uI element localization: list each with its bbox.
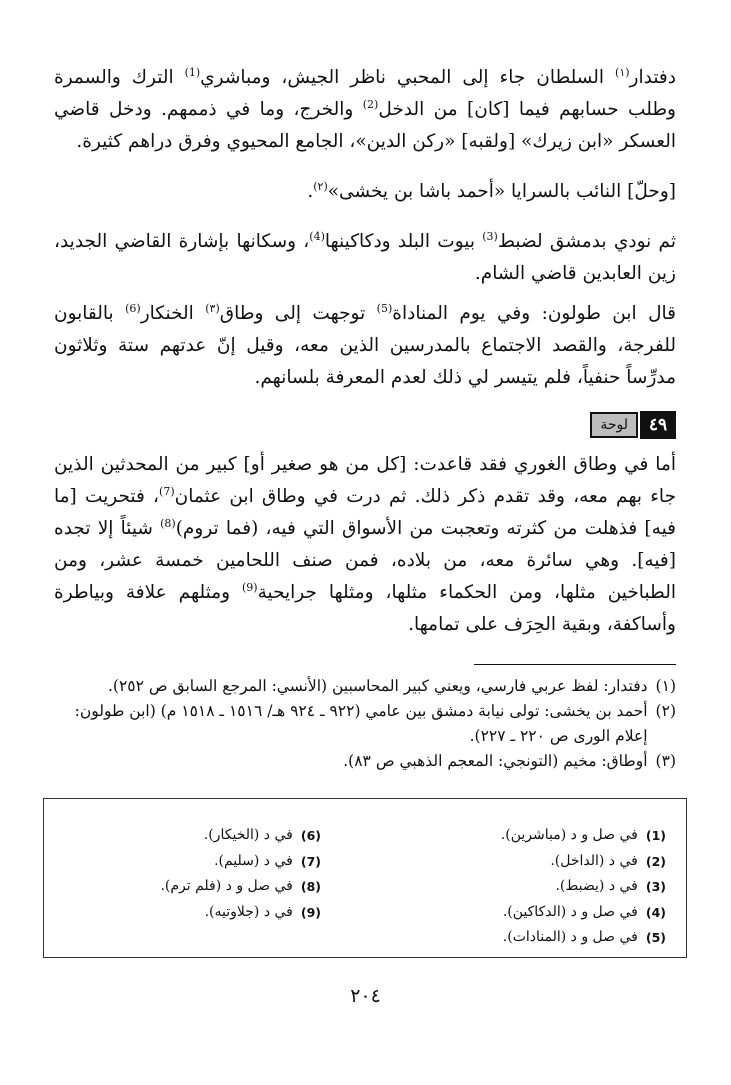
- plate-label: لوحة: [590, 412, 638, 438]
- text-run: .: [307, 181, 314, 202]
- text-run: السلطان جاء إلى المحبي ناظر الجيش، ومباشري: [200, 67, 616, 88]
- text-run: الترك والسمرة وطلب حسابهم فيما [كان] من الدخل: [54, 67, 676, 120]
- variant-text: في صل و د (مباشرين).: [500, 827, 638, 843]
- text-run: دفتدار: [629, 67, 676, 88]
- note-marker: (8): [160, 516, 176, 530]
- footnote-text: أوطاق: مخيم (التونجي: المعجم الذهبي ص ٨٣).: [343, 752, 648, 770]
- note-marker: (٣): [205, 301, 220, 315]
- variant-item: [51, 900, 321, 926]
- footnote: [54, 699, 676, 749]
- variant-text: في د (يضبط).: [555, 878, 638, 894]
- variant-item: [366, 925, 666, 951]
- footnote-number: (١): [655, 677, 676, 695]
- note-marker: (1): [184, 65, 201, 79]
- text-run: أما في وطاق الغوري فقد قاعدت: [كل من هو صغير أو] كبير من المحدثين الذين جاء بهم معه، وقد تقدم ذكر ذلك. ثم درت في وطاق ابن عثمان: [54, 454, 677, 507]
- variant-number: (5): [645, 930, 666, 945]
- variant-item: [51, 849, 321, 875]
- text-run: بيوت البلد ودكاكينها: [324, 231, 483, 252]
- variant-item: [51, 874, 321, 900]
- variant-number: (6): [300, 828, 321, 843]
- variant-text: في صل و د (المنادات).: [502, 929, 638, 945]
- footnote-number: (٣): [655, 752, 676, 770]
- variant-text: في صل و د (الدكاكين).: [502, 903, 638, 920]
- manuscript-variants-box: [43, 798, 687, 958]
- paragraph-ghawri-camp: [54, 449, 676, 641]
- footnote-text: أحمد بن يخشى: تولى نيابة دمشق بين عامي (٩٢٢ ـ ٩٢٤ هـ/ ١٥١٦ ـ ١٥١٨ م) (ابن طولون: إعلام الورى ص ٢٢٠ ـ ٢٢٧).: [74, 702, 648, 745]
- paragraph-ibn-tulun: [54, 298, 676, 394]
- variant-number: (1): [645, 828, 666, 843]
- paragraph-damascus-census: [54, 226, 676, 290]
- footnote-number: (٢): [655, 702, 676, 720]
- variant-number: (4): [645, 904, 666, 920]
- variant-text: في د (جلاوتيه).: [204, 903, 293, 920]
- note-marker: (6): [125, 301, 141, 315]
- variant-item: [366, 874, 666, 900]
- variant-item: [51, 823, 321, 849]
- note-marker: (5): [376, 301, 393, 315]
- variant-text: في د (الخيكار).: [203, 827, 293, 843]
- page-number: ٢٠٤: [350, 985, 381, 1007]
- text-run: شيئاً إلا تجده [فيه]. وهي سائرة معه، من بلاده، فمن صنف اللحامين خمسة عشر، ومن الطباخين مثلها، ومن الحكماء مثلها، ومثلها جرايحية: [54, 518, 676, 603]
- paragraph-daftardar: [54, 62, 676, 158]
- footnote: [54, 674, 676, 699]
- plate-number: ٤٩: [640, 411, 676, 439]
- text-run: ثم نودي بدمشق لضبط: [497, 231, 676, 252]
- note-marker: (٢): [313, 179, 328, 193]
- note-marker: (3): [482, 229, 498, 243]
- text-run: بالقابون للفرجة، والقصد الاجتماع بالمدرسين الذين معه، وقيل إنّ عدتهم ستة وثلاثون مدرِّساً حنفياً، فلم يتيسر لي ذلك لعدم المعرفة بلسانهم.: [54, 303, 676, 388]
- note-marker: (4): [309, 229, 325, 243]
- footnote-separator: [474, 664, 676, 665]
- note-marker: (١): [615, 65, 630, 79]
- paragraph-naib: [54, 176, 676, 208]
- note-marker: (9): [241, 580, 258, 594]
- variant-text: في صل و د (فلم ترم).: [160, 878, 293, 894]
- variants-column-left: [51, 823, 321, 925]
- variant-number: (3): [645, 879, 666, 894]
- variant-number: (9): [300, 904, 321, 920]
- footnote: [54, 749, 676, 774]
- variants-column-right: [366, 823, 666, 951]
- variant-item: [366, 823, 666, 849]
- variant-item: [366, 849, 666, 875]
- footnote-text: دفتدار: لفظ عربي فارسي، ويعني كبير المحاسبين (الأنسي: المرجع السابق ص ٢٥٢).: [107, 677, 648, 695]
- text-run: توجهت إلى وطاق: [219, 303, 377, 324]
- variant-number: (7): [300, 853, 321, 869]
- variant-text: في د (سليم).: [214, 852, 293, 869]
- plate-marker: [590, 411, 676, 439]
- footnotes: [54, 674, 676, 774]
- text-run: ، فتحريت [ما فيه] فذهلت من كثرته وتعجبت من الأسواق التي فيه، (فما تروم): [54, 486, 676, 539]
- text-run: ومثلهم علافة وبياطرة وأساكفة، وبقية الحِرَف على تمامها.: [54, 582, 676, 635]
- text-run: [وحلّ] النائب بالسرايا «أحمد باشا بن يخشى»: [327, 181, 676, 202]
- variant-item: [366, 900, 666, 926]
- variant-text: في د (الداخل).: [550, 852, 638, 869]
- text-run: والخرج، وما في ذممهم. ودخل قاضي العسكر «ابن زيرك» [ولقبه] «ركن الدين»، الجامع المحيوي وفرق دراهم كثيرة.: [54, 99, 676, 152]
- variant-number: (8): [300, 879, 321, 894]
- note-marker: (2): [362, 97, 379, 111]
- text-run: قال ابن طولون: وفي يوم المناداة: [392, 303, 677, 324]
- variant-number: (2): [645, 853, 666, 869]
- note-marker: (7): [159, 484, 175, 498]
- text-run: الخنكار: [140, 303, 206, 324]
- text-run: ، وسكانها بإشارة القاضي الجديد، زين العابدين قاضي الشام.: [54, 231, 676, 284]
